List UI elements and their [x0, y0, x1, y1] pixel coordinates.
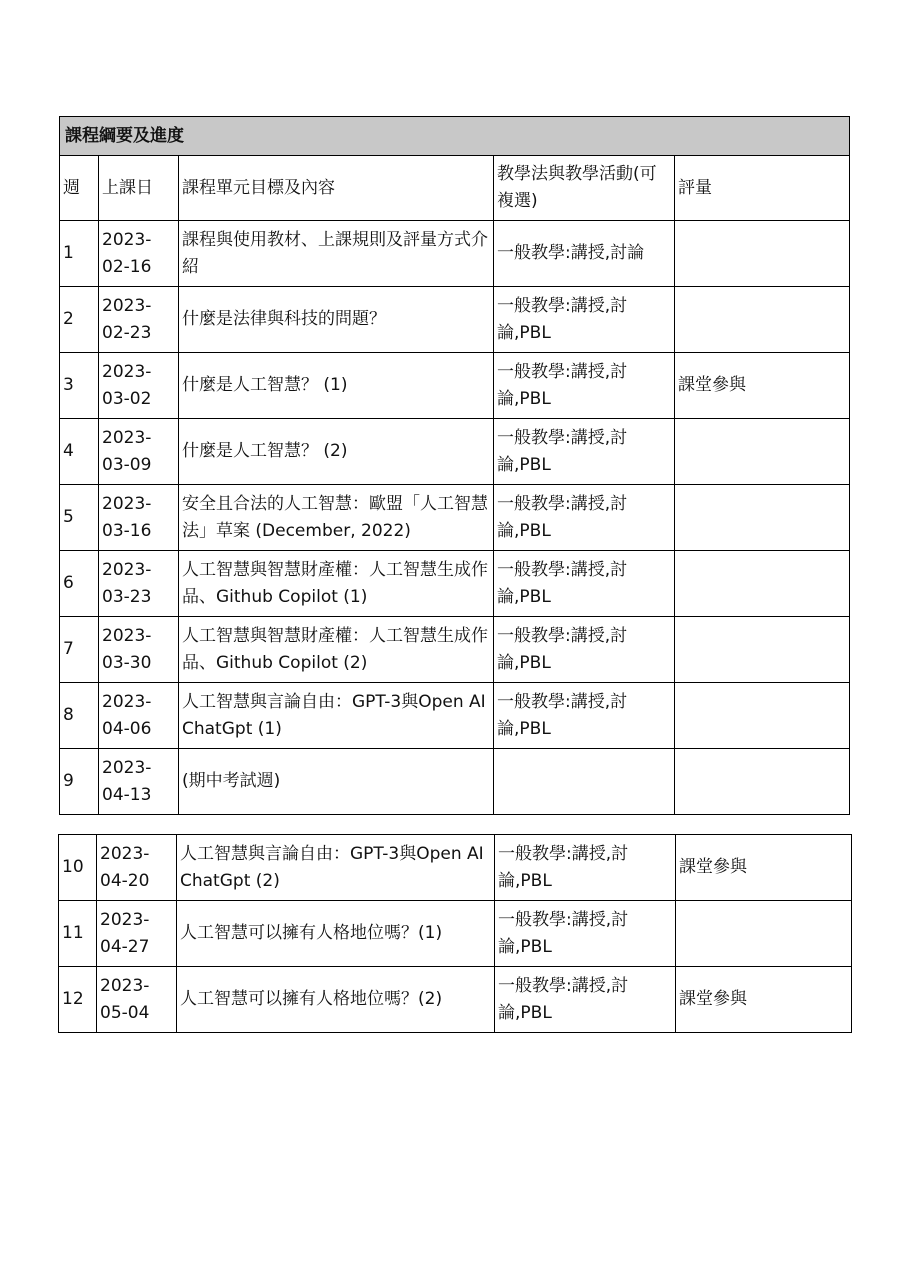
cell-content: 什麼是人工智慧？ (1)	[179, 353, 494, 419]
header-assessment: 評量	[675, 156, 850, 221]
cell-assessment	[675, 485, 850, 551]
cell-method: 一般教學:講授,討論,PBL	[495, 967, 676, 1033]
cell-method: 一般教學:講授,討論,PBL	[495, 835, 676, 901]
cell-week: 1	[60, 221, 99, 287]
cell-content: 課程與使用教材、上課規則及評量方式介紹	[179, 221, 494, 287]
cell-content: 人工智慧可以擁有人格地位嗎？(1)	[177, 901, 495, 967]
section-header-row	[60, 117, 850, 156]
cell-assessment: 課堂參與	[676, 835, 852, 901]
cell-method: 一般教學:講授,討論,PBL	[494, 551, 675, 617]
table-row	[60, 617, 850, 683]
cell-method: 一般教學:講授,討論,PBL	[494, 485, 675, 551]
cell-date: 2023-04-27	[97, 901, 177, 967]
syllabus-table-part2	[58, 834, 852, 1033]
table-row	[60, 485, 850, 551]
cell-content: 什麼是法律與科技的問題？	[179, 287, 494, 353]
cell-date: 2023-04-06	[99, 683, 179, 749]
cell-content: 人工智慧與言論自由：GPT-3與Open AI ChatGpt (2)	[177, 835, 495, 901]
cell-method: 一般教學:講授,討論	[494, 221, 675, 287]
cell-assessment	[675, 287, 850, 353]
cell-method	[494, 749, 675, 815]
cell-method: 一般教學:講授,討論,PBL	[494, 287, 675, 353]
cell-week: 11	[59, 901, 97, 967]
cell-method: 一般教學:講授,討論,PBL	[494, 683, 675, 749]
table-row	[59, 967, 852, 1033]
cell-date: 2023-03-16	[99, 485, 179, 551]
cell-date: 2023-03-23	[99, 551, 179, 617]
column-header-row	[60, 156, 850, 221]
cell-content: 人工智慧與智慧財產權：人工智慧生成作品、Github Copilot (1)	[179, 551, 494, 617]
cell-assessment	[675, 683, 850, 749]
header-date: 上課日	[99, 156, 179, 221]
cell-week: 10	[59, 835, 97, 901]
header-content: 課程單元目標及內容	[179, 156, 494, 221]
cell-assessment	[675, 221, 850, 287]
table-row	[59, 901, 852, 967]
cell-assessment: 課堂參與	[675, 353, 850, 419]
cell-assessment	[675, 749, 850, 815]
cell-content: 人工智慧與智慧財產權：人工智慧生成作品、Github Copilot (2)	[179, 617, 494, 683]
table-row	[60, 419, 850, 485]
cell-content: 人工智慧與言論自由：GPT-3與Open AI ChatGpt (1)	[179, 683, 494, 749]
cell-method: 一般教學:講授,討論,PBL	[494, 353, 675, 419]
header-week: 週	[60, 156, 99, 221]
cell-assessment	[675, 419, 850, 485]
table-row	[60, 683, 850, 749]
cell-date: 2023-02-23	[99, 287, 179, 353]
cell-date: 2023-05-04	[97, 967, 177, 1033]
cell-week: 7	[60, 617, 99, 683]
cell-week: 2	[60, 287, 99, 353]
cell-week: 3	[60, 353, 99, 419]
cell-week: 4	[60, 419, 99, 485]
cell-assessment	[675, 551, 850, 617]
cell-week: 8	[60, 683, 99, 749]
cell-date: 2023-04-13	[99, 749, 179, 815]
cell-content: 什麼是人工智慧？ (2)	[179, 419, 494, 485]
cell-content: (期中考試週)	[179, 749, 494, 815]
table-row	[60, 221, 850, 287]
table-row	[60, 287, 850, 353]
cell-week: 5	[60, 485, 99, 551]
section-title: 課程綱要及進度	[60, 117, 850, 156]
cell-date: 2023-03-02	[99, 353, 179, 419]
cell-week: 9	[60, 749, 99, 815]
cell-date: 2023-04-20	[97, 835, 177, 901]
cell-content: 人工智慧可以擁有人格地位嗎？(2)	[177, 967, 495, 1033]
table-row	[60, 353, 850, 419]
cell-date: 2023-02-16	[99, 221, 179, 287]
cell-date: 2023-03-09	[99, 419, 179, 485]
cell-week: 12	[59, 967, 97, 1033]
cell-assessment: 課堂參與	[676, 967, 852, 1033]
table-row	[60, 749, 850, 815]
cell-method: 一般教學:講授,討論,PBL	[495, 901, 676, 967]
cell-method: 一般教學:講授,討論,PBL	[494, 419, 675, 485]
header-method: 教學法與教學活動(可複選)	[494, 156, 675, 221]
cell-content: 安全且合法的人工智慧：歐盟「人工智慧法」草案 (December, 2022)	[179, 485, 494, 551]
syllabus-table-part1	[59, 116, 850, 815]
table-row	[60, 551, 850, 617]
table-row	[59, 835, 852, 901]
cell-week: 6	[60, 551, 99, 617]
cell-method: 一般教學:講授,討論,PBL	[494, 617, 675, 683]
cell-assessment	[676, 901, 852, 967]
cell-date: 2023-03-30	[99, 617, 179, 683]
cell-assessment	[675, 617, 850, 683]
